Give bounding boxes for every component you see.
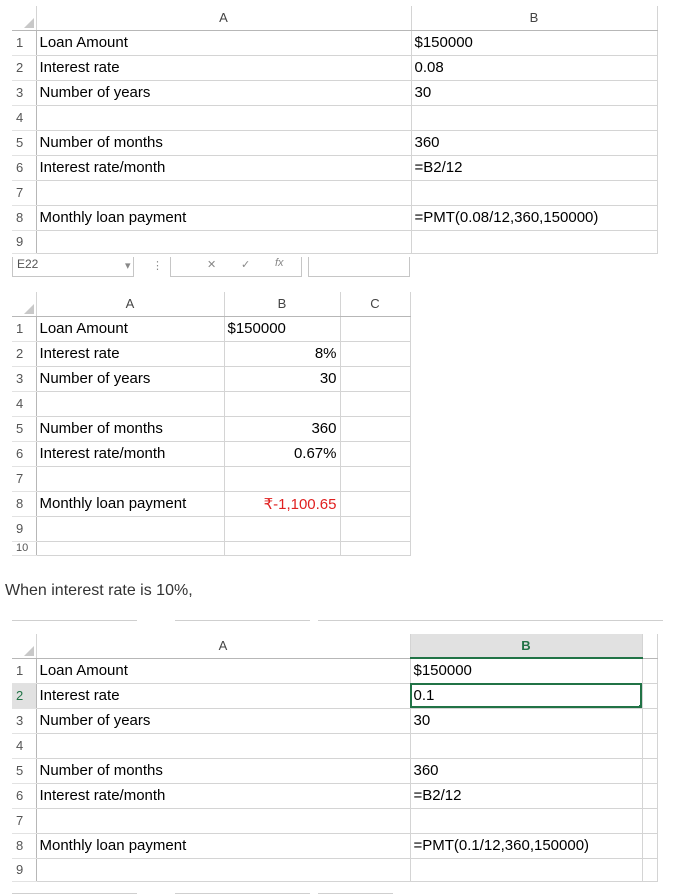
divider bbox=[175, 620, 310, 621]
cell-a1[interactable]: Loan Amount bbox=[36, 30, 411, 55]
row-header[interactable]: 7 bbox=[12, 466, 36, 491]
name-box-dropdown-icon[interactable]: ▾ bbox=[125, 260, 131, 272]
cell-a4[interactable] bbox=[36, 733, 410, 758]
divider bbox=[318, 893, 393, 894]
cell-c5[interactable] bbox=[340, 416, 410, 441]
column-header-c[interactable]: C bbox=[340, 292, 410, 316]
cell-a8[interactable]: Monthly loan payment bbox=[36, 491, 224, 516]
cell-b2[interactable]: 0.08 bbox=[411, 55, 657, 80]
row-header[interactable]: 5 bbox=[12, 130, 36, 155]
select-all-corner[interactable] bbox=[12, 634, 36, 658]
formula-buttons bbox=[170, 257, 302, 277]
cell-b9[interactable] bbox=[410, 858, 642, 881]
cell-b2[interactable]: 8% bbox=[224, 341, 340, 366]
cell-b7[interactable] bbox=[224, 466, 340, 491]
cell-b9[interactable] bbox=[411, 230, 657, 253]
cell-b8[interactable]: =PMT(0.08/12,360,150000) bbox=[411, 205, 657, 230]
cell-a3[interactable]: Number of years bbox=[36, 80, 411, 105]
cell-b10[interactable] bbox=[224, 541, 340, 555]
cell-a5[interactable]: Number of months bbox=[36, 130, 411, 155]
column-header-b[interactable]: B bbox=[411, 6, 657, 30]
cell-b5[interactable]: 360 bbox=[411, 130, 657, 155]
spreadsheet-formulas-8pct bbox=[12, 6, 658, 254]
cell-b7[interactable] bbox=[411, 180, 657, 205]
cell-c6[interactable] bbox=[642, 783, 657, 808]
cell-a8[interactable]: Monthly loan payment bbox=[36, 205, 411, 230]
insert-function-icon[interactable]: fx bbox=[275, 257, 284, 269]
cell-b9[interactable] bbox=[224, 516, 340, 541]
row-header[interactable]: 7 bbox=[12, 808, 36, 833]
divider bbox=[12, 620, 137, 621]
row-header[interactable]: 1 bbox=[12, 30, 36, 55]
row-header[interactable]: 9 bbox=[12, 858, 36, 881]
row-header[interactable]: 7 bbox=[12, 180, 36, 205]
cell-c3[interactable] bbox=[340, 366, 410, 391]
cell-b1[interactable]: $150000 bbox=[410, 658, 642, 683]
cell-a4[interactable] bbox=[36, 391, 224, 416]
spreadsheet-formulas-10pct bbox=[12, 634, 658, 882]
cell-c8[interactable] bbox=[642, 833, 657, 858]
cell-b6[interactable]: =B2/12 bbox=[410, 783, 642, 808]
cell-b5[interactable]: 360 bbox=[410, 758, 642, 783]
divider bbox=[12, 893, 137, 894]
cell-c4[interactable] bbox=[642, 733, 657, 758]
cell-b4[interactable] bbox=[224, 391, 340, 416]
cell-a5[interactable]: Number of months bbox=[36, 758, 410, 783]
cell-a1[interactable]: Loan Amount bbox=[36, 658, 410, 683]
cell-a7[interactable] bbox=[36, 180, 411, 205]
more-options-icon: ⋮ bbox=[152, 260, 163, 272]
column-header-a[interactable]: A bbox=[36, 634, 410, 658]
row-header[interactable]: 8 bbox=[12, 491, 36, 516]
row-header[interactable]: 3 bbox=[12, 708, 36, 733]
row-header[interactable]: 5 bbox=[12, 758, 36, 783]
column-header-b[interactable]: B bbox=[224, 292, 340, 316]
active-cell-b2[interactable] bbox=[410, 683, 642, 708]
cell-a1[interactable]: Loan Amount bbox=[36, 316, 224, 341]
cell-c3[interactable] bbox=[642, 708, 657, 733]
cell-a3[interactable]: Number of years bbox=[36, 708, 410, 733]
cell-b8[interactable]: =PMT(0.1/12,360,150000) bbox=[410, 833, 642, 858]
cell-a2[interactable]: Interest rate bbox=[36, 55, 411, 80]
row-header[interactable]: 9 bbox=[12, 516, 36, 541]
enter-icon[interactable]: ✓ bbox=[241, 259, 251, 271]
row-header[interactable]: 8 bbox=[12, 205, 36, 230]
cell-a7[interactable] bbox=[36, 808, 410, 833]
cell-c9[interactable] bbox=[340, 516, 410, 541]
row-header[interactable]: 4 bbox=[12, 733, 36, 758]
cell-a6[interactable]: Interest rate/month bbox=[36, 783, 410, 808]
cell-b6[interactable]: =B2/12 bbox=[411, 155, 657, 180]
select-all-corner[interactable] bbox=[12, 6, 36, 30]
cell-a5[interactable]: Number of months bbox=[36, 416, 224, 441]
cell-a6[interactable]: Interest rate/month bbox=[36, 441, 224, 466]
cell-a4[interactable] bbox=[36, 105, 411, 130]
divider bbox=[318, 620, 663, 621]
row-header[interactable]: 10 bbox=[12, 541, 36, 555]
cell-c6[interactable] bbox=[340, 441, 410, 466]
row-header[interactable]: 6 bbox=[12, 783, 36, 808]
cell-c2[interactable] bbox=[340, 341, 410, 366]
cell-c1[interactable] bbox=[340, 316, 410, 341]
cell-a9[interactable] bbox=[36, 230, 411, 253]
row-header[interactable]: 4 bbox=[12, 105, 36, 130]
formula-bar bbox=[12, 257, 410, 277]
row-header[interactable]: 6 bbox=[12, 441, 36, 466]
cell-c10[interactable] bbox=[340, 541, 410, 555]
cell-c2[interactable] bbox=[642, 683, 657, 708]
divider bbox=[175, 893, 310, 894]
name-box-value: E22 bbox=[17, 257, 39, 271]
column-header-b-selected[interactable]: B bbox=[410, 634, 642, 658]
cell-c5[interactable] bbox=[642, 758, 657, 783]
cell-a8[interactable]: Monthly loan payment bbox=[36, 833, 410, 858]
row-header[interactable]: 1 bbox=[12, 658, 36, 683]
cell-b5[interactable]: 360 bbox=[224, 416, 340, 441]
column-header-a[interactable]: A bbox=[36, 292, 224, 316]
cell-c7[interactable] bbox=[642, 808, 657, 833]
fill-handle[interactable] bbox=[639, 705, 643, 709]
cell-a9[interactable] bbox=[36, 858, 410, 881]
name-box[interactable] bbox=[12, 257, 134, 277]
row-header[interactable]: 5 bbox=[12, 416, 36, 441]
cell-c9[interactable] bbox=[642, 858, 657, 881]
cell-b4[interactable] bbox=[410, 733, 642, 758]
cell-a2[interactable]: Interest rate bbox=[36, 683, 410, 708]
active-cell-value: 0.1 bbox=[413, 687, 435, 704]
cell-b3[interactable]: 30 bbox=[410, 708, 642, 733]
cell-a9[interactable] bbox=[36, 516, 224, 541]
cell-b3[interactable]: 30 bbox=[224, 366, 340, 391]
spreadsheet-values-8pct bbox=[12, 292, 411, 556]
cell-a6[interactable]: Interest rate/month bbox=[36, 155, 411, 180]
cell-c7[interactable] bbox=[340, 466, 410, 491]
cell-a10[interactable] bbox=[36, 541, 224, 555]
cell-b1[interactable]: $150000 bbox=[224, 316, 340, 341]
row-header[interactable]: 9 bbox=[12, 230, 36, 253]
cell-b7[interactable] bbox=[410, 808, 642, 833]
cell-b1[interactable]: $150000 bbox=[411, 30, 657, 55]
column-header-a[interactable]: A bbox=[36, 6, 411, 30]
cell-a7[interactable] bbox=[36, 466, 224, 491]
row-header[interactable]: 8 bbox=[12, 833, 36, 858]
cell-b6[interactable]: 0.67% bbox=[224, 441, 340, 466]
cell-c1[interactable] bbox=[642, 658, 657, 683]
row-header[interactable]: 2 bbox=[12, 341, 36, 366]
cell-b4[interactable] bbox=[411, 105, 657, 130]
row-header[interactable]: 6 bbox=[12, 155, 36, 180]
row-header-selected[interactable]: 2 bbox=[12, 683, 36, 708]
row-header[interactable]: 3 bbox=[12, 366, 36, 391]
cell-c4[interactable] bbox=[340, 391, 410, 416]
cell-a3[interactable]: Number of years bbox=[36, 366, 224, 391]
caption-text: When interest rate is 10%, bbox=[5, 582, 193, 599]
row-header[interactable]: 4 bbox=[12, 391, 36, 416]
row-header[interactable]: 2 bbox=[12, 55, 36, 80]
cancel-icon[interactable]: ✕ bbox=[207, 259, 217, 271]
cell-a2[interactable]: Interest rate bbox=[36, 341, 224, 366]
row-header[interactable]: 1 bbox=[12, 316, 36, 341]
select-all-corner[interactable] bbox=[12, 292, 36, 316]
cell-b8-monthly-payment[interactable]: ₹-1,100.65 bbox=[224, 491, 340, 516]
row-header[interactable]: 3 bbox=[12, 80, 36, 105]
formula-input[interactable] bbox=[308, 257, 410, 277]
column-header-c[interactable] bbox=[642, 634, 657, 658]
cell-b3[interactable]: 30 bbox=[411, 80, 657, 105]
cell-c8[interactable] bbox=[340, 491, 410, 516]
